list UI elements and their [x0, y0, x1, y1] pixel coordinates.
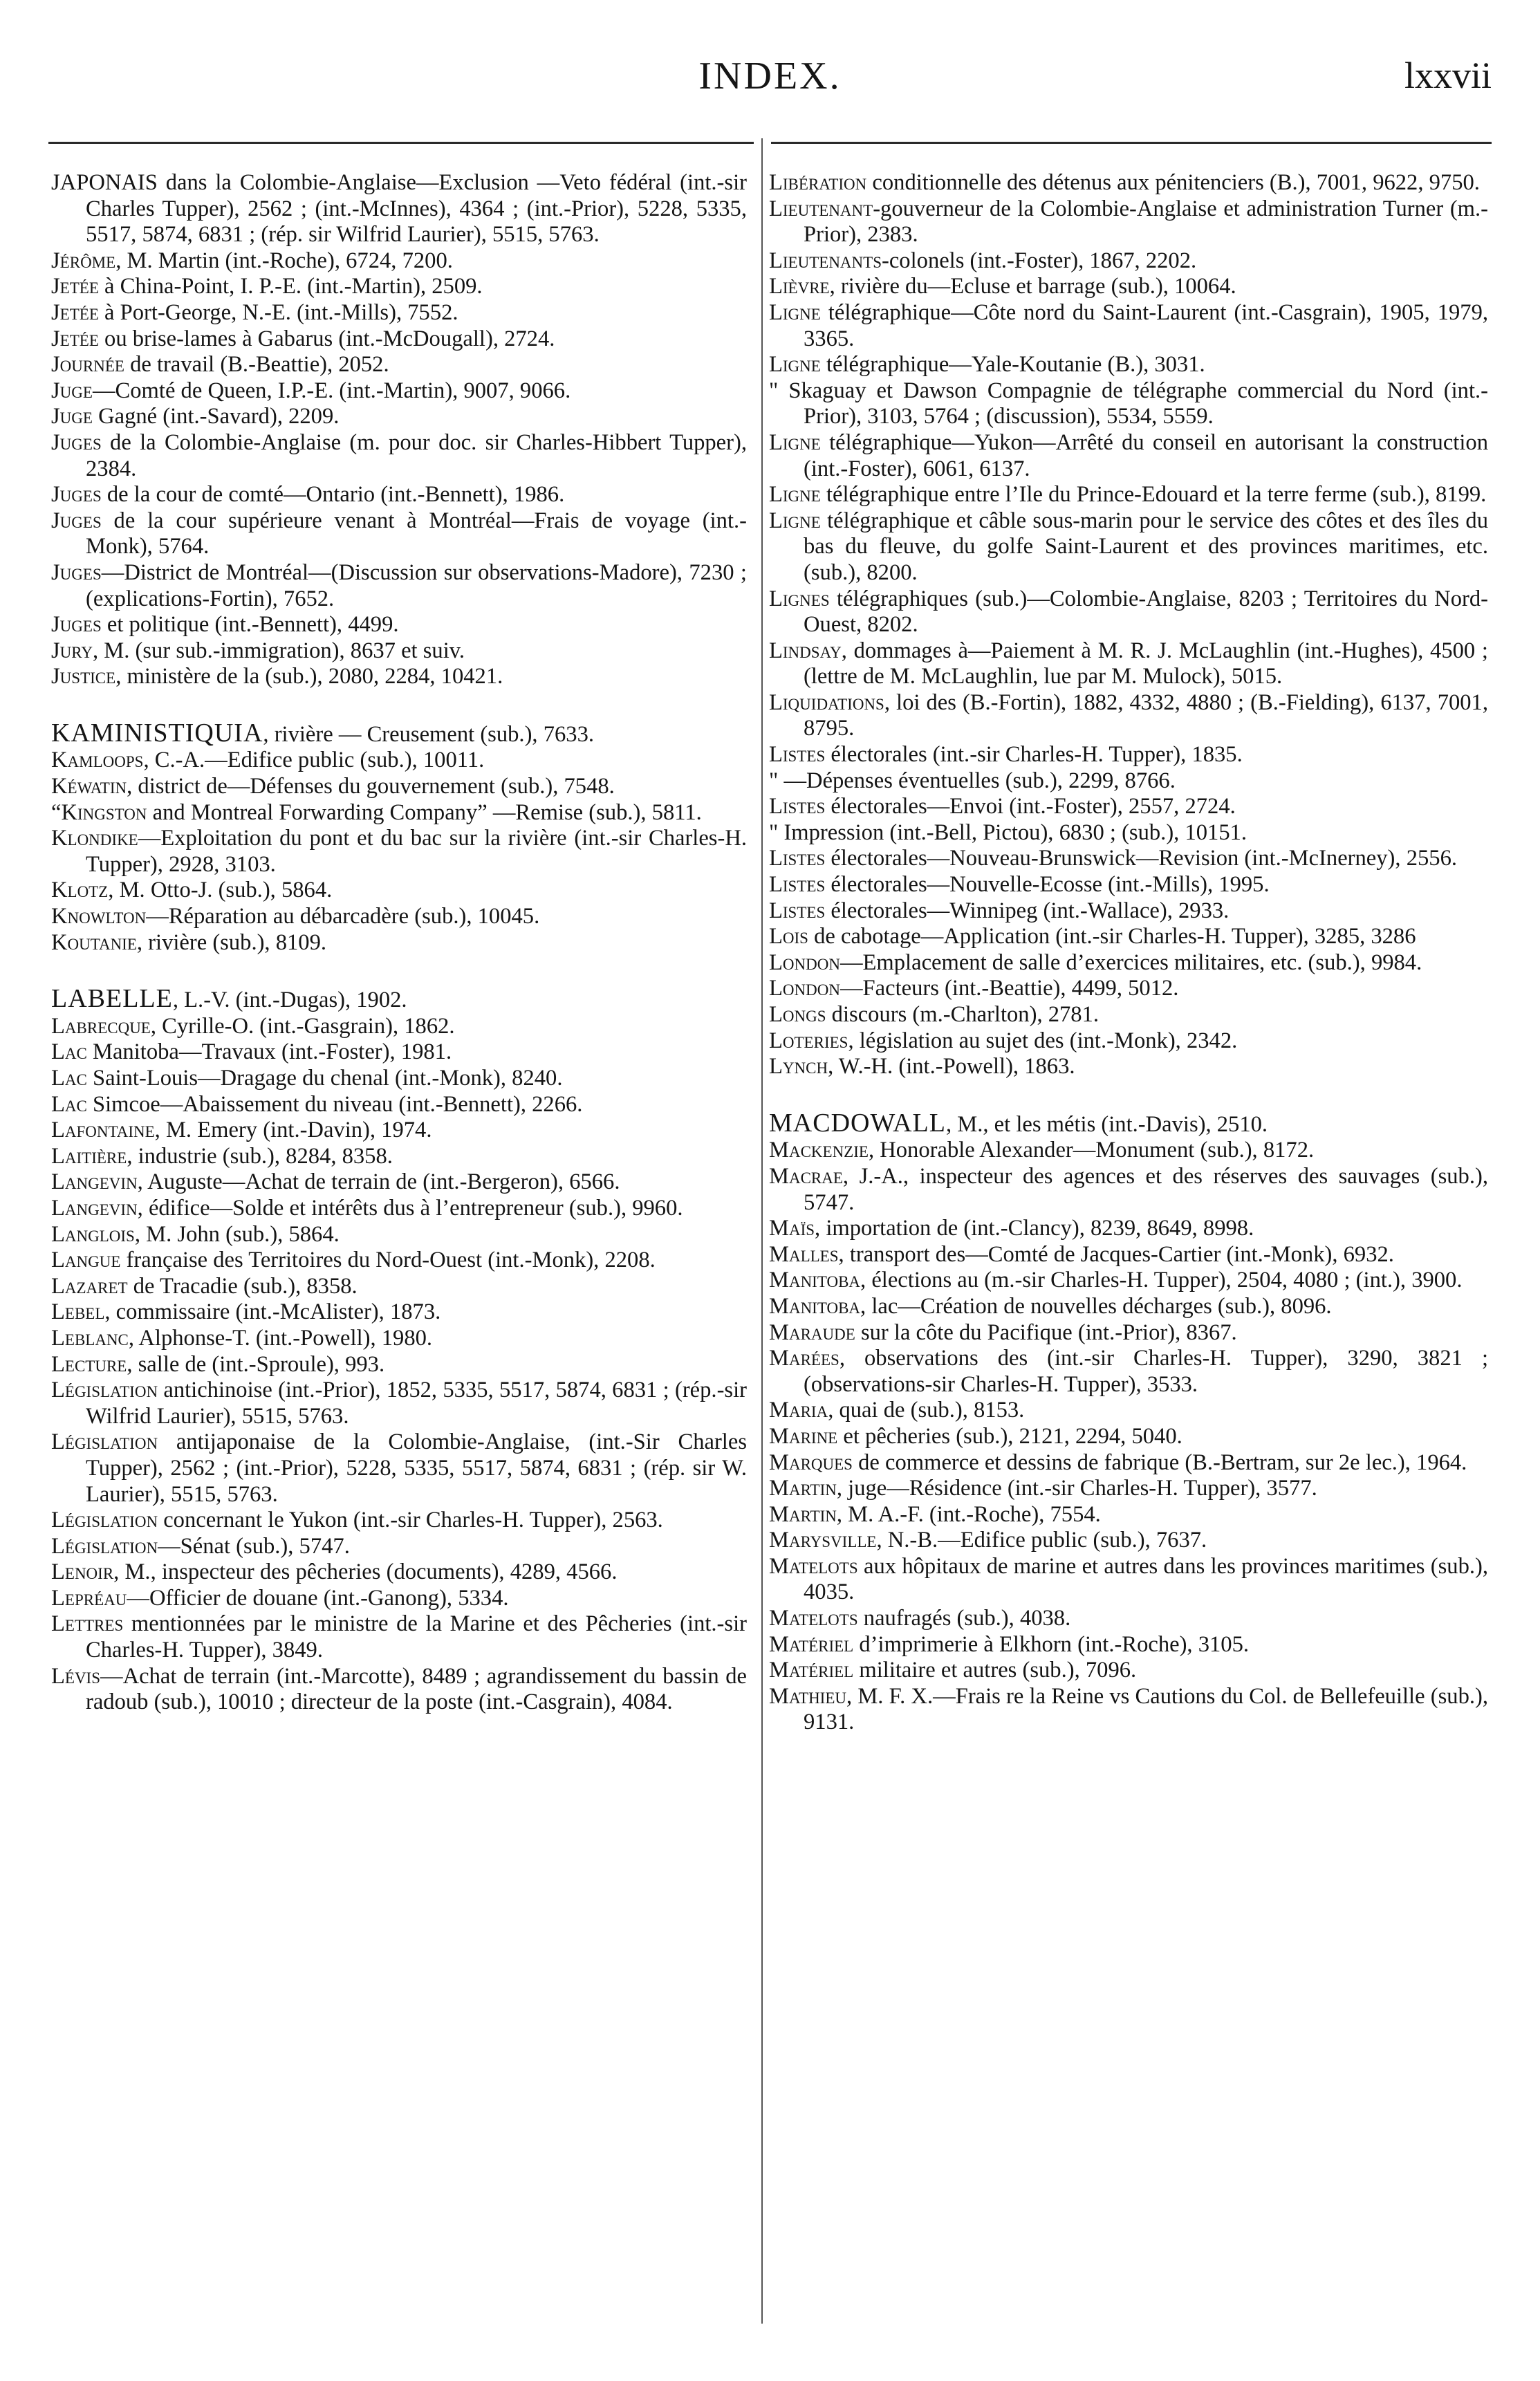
index-entry	[51, 248, 747, 275]
entry-text: , quai de (sub.), 8153.	[828, 1398, 1025, 1423]
index-entry	[769, 1424, 1488, 1450]
index-entry	[51, 826, 747, 878]
entry-text: , ministère de la (sub.), 2080, 2284, 10421.	[115, 664, 503, 689]
entry-text: concernant le Yukon (int.-sir Charles-H. Tupper), 2563.	[158, 1508, 663, 1533]
entry-heading: KAMINISTIQUIA	[51, 718, 263, 748]
index-entry	[769, 1632, 1488, 1658]
entry-text: , édifice—Solde et intérêts dus à l’entrepreneur (sub.), 9960.	[137, 1195, 683, 1221]
index-entry	[51, 1611, 747, 1663]
entry-text: discours (m.-Charlton), 2781.	[826, 1002, 1100, 1027]
index-entry	[51, 1092, 747, 1118]
entry-heading: Lafontaine	[51, 1118, 155, 1143]
entry-heading: Juges	[51, 508, 102, 533]
entry-heading: Marysville	[769, 1528, 877, 1553]
entry-heading: Lac	[51, 1091, 87, 1117]
index-entry	[769, 274, 1488, 300]
entry-heading: Lenoir	[51, 1559, 114, 1585]
index-entry	[769, 742, 1488, 768]
entry-text: mentionnées par le ministre de la Marine et des Pêcheries (int.-sir Charles-H. Tupper), 3849.	[86, 1611, 747, 1663]
entry-text: ou brise-lames à Gabarus (int.-McDougall), 2724.	[98, 326, 555, 351]
entry-text: de commerce et dessins de fabrique (B.-Bertram, sur 2e lec.), 1964.	[852, 1449, 1467, 1475]
index-entry	[769, 196, 1488, 248]
entry-text: and Montreal Forwarding Company” —Remise (sub.), 5811.	[147, 799, 702, 825]
entry-text: Simcoe—Abaissement du niveau (int.-Bennett), 2266.	[86, 1091, 583, 1117]
entry-heading: Ligne	[769, 352, 821, 378]
index-entry	[769, 1606, 1488, 1632]
entry-heading: Kamloops	[51, 748, 144, 773]
entry-text: télégraphique—Yale-Koutanie (B.), 3031.	[820, 352, 1205, 378]
entry-heading: Lynch	[769, 1054, 828, 1080]
index-entry	[51, 1039, 747, 1066]
index-entry	[51, 748, 747, 774]
entry-heading: Langevin	[51, 1169, 138, 1195]
entry-text: de Tracadie (sub.), 8358.	[127, 1273, 358, 1299]
index-entry	[51, 1169, 747, 1196]
entry-heading: Lettres	[51, 1611, 124, 1637]
index-entry	[51, 1429, 747, 1508]
entry-heading: Libération	[769, 170, 867, 195]
entry-heading: Lac	[51, 1066, 87, 1091]
index-entry	[51, 1352, 747, 1378]
entry-heading: Lazaret	[51, 1273, 128, 1299]
entry-text: de cabotage—Application (int.-sir Charles-H. Tupper), 3285, 3286	[808, 924, 1416, 949]
entry-text: , W.-H. (int.-Powell), 1863.	[828, 1054, 1075, 1080]
index-entry	[51, 1586, 747, 1612]
index-entry	[769, 1294, 1488, 1320]
index-entry	[51, 1378, 747, 1429]
entry-heading: Matériel	[769, 1658, 854, 1683]
index-entry	[51, 1559, 747, 1586]
entry-heading: Matelots	[769, 1606, 858, 1631]
entry-text: , juge—Résidence (int.-sir Charles-H. Tupper), 3577.	[836, 1476, 1317, 1501]
index-entry	[769, 950, 1488, 976]
index-entry	[769, 352, 1488, 378]
entry-heading: Lecture	[51, 1351, 127, 1377]
index-entry	[769, 430, 1488, 482]
entry-text: naufragés (sub.), 4038.	[857, 1606, 1071, 1631]
entry-heading: Juge	[51, 404, 93, 429]
entry-heading: Ligne	[769, 482, 821, 508]
entry-heading: Justice	[51, 664, 116, 689]
index-column-right	[769, 170, 1488, 1736]
index-entry	[769, 1528, 1488, 1554]
entry-text: , M., et les métis (int.-Davis), 2510.	[945, 1111, 1268, 1137]
index-entry	[51, 1118, 747, 1144]
entry-text: , dommages à—Paiement à M. R. J. McLaughlin (int.-Hughes), 4500 ; (lettre de M. McLaughlin, lue par M. Mulock), 5015.	[804, 638, 1488, 689]
index-entry	[51, 274, 747, 300]
entry-heading: Mathieu	[769, 1683, 847, 1709]
index-entry	[769, 1658, 1488, 1684]
entry-text: , observations des (int.-sir Charles-H. Tupper), 3290, 3821 ; (observations-sir Charles-H. Tupper), 3533.	[804, 1346, 1488, 1397]
entry-text: télégraphiques (sub.)—Colombie-Anglaise, 8203 ; Territoires du Nord-Ouest, 8202.	[804, 586, 1488, 638]
entry-heading: Jérôme	[51, 248, 116, 273]
index-entry	[51, 1196, 747, 1222]
entry-text: sur la côte du Pacifique (int.-Prior), 8367.	[855, 1319, 1237, 1345]
entry-heading: Maria	[769, 1398, 828, 1423]
index-entry	[51, 1534, 747, 1560]
index-entry	[769, 1268, 1488, 1294]
index-entry	[769, 1216, 1488, 1242]
entry-heading: Juges	[51, 612, 102, 638]
entry-text: , rivière — Creusement (sub.), 7633.	[263, 721, 595, 747]
index-entry	[769, 586, 1488, 638]
entry-text: -gouverneur de la Colombie-Anglaise et administration Turner (m.-Prior), 2383.	[804, 196, 1488, 248]
entry-text: , élections au (m.-sir Charles-H. Tupper), 2504, 4080 ; (int.), 3900.	[860, 1268, 1463, 1293]
entry-text: —District de Montréal—(Discussion sur observations-Madore), 7230 ; (explications-Fortin), 7652.	[86, 559, 747, 611]
entry-heading: "	[769, 768, 779, 793]
entry-heading: Laitière	[51, 1143, 127, 1169]
index-entry	[51, 1144, 747, 1170]
entry-heading: Lieutenants	[769, 248, 882, 273]
entry-text: , M. Martin (int.-Roche), 6724, 7200.	[115, 248, 453, 273]
entry-text: Gagné (int.-Savard), 2209.	[92, 404, 340, 429]
entry-heading: Ligne	[769, 508, 821, 533]
entry-text: de la cour de comté—Ontario (int.-Bennett), 1986.	[101, 482, 565, 508]
entry-text: télégraphique et câble sous-marin pour le service des côtes et des îles du bas du fleuve, du golfe Saint-Laurent et des provinces maritimes, etc. (sub.), 8200.	[804, 508, 1488, 585]
entry-text: , loi des (B.-Fortin), 1882, 4332, 4880 ; (B.-Fielding), 6137, 7001, 8795.	[804, 689, 1488, 741]
index-entry	[51, 1222, 747, 1248]
entry-text: , J.-A., inspecteur des agences et des réserves des sauvages (sub.), 5747.	[804, 1163, 1488, 1215]
entry-heading: "	[769, 378, 779, 403]
entry-heading: Langlois	[51, 1221, 135, 1247]
entry-heading: London	[769, 976, 840, 1001]
entry-heading: Jetée	[51, 299, 99, 325]
index-entry	[769, 690, 1488, 742]
entry-text: —Facteurs (int.-Beattie), 4499, 5012.	[839, 976, 1179, 1001]
entry-heading: London	[769, 949, 840, 975]
index-entry	[769, 820, 1488, 846]
index-entry	[769, 508, 1488, 586]
entry-text: , M. (sur sub.-immigration), 8637 et suiv.	[92, 638, 465, 663]
entry-text: , législation au sujet des (int.-Monk), 2342.	[848, 1028, 1238, 1053]
entry-heading: Législation	[51, 1378, 158, 1403]
index-entry	[51, 508, 747, 560]
index-entry	[769, 1164, 1488, 1216]
entry-heading: Listes	[769, 872, 826, 898]
entry-heading: Longs	[769, 1002, 826, 1027]
index-entry	[51, 560, 747, 612]
entry-heading: Marques	[769, 1449, 853, 1475]
entry-heading: Listes	[769, 846, 826, 871]
entry-heading: Juge	[51, 378, 93, 403]
index-entry	[769, 378, 1488, 430]
entry-text: télégraphique—Yukon—Arrêté du conseil en autorisant la construction (int.-Foster), 6061, 6137.	[804, 429, 1488, 481]
entry-heading: "	[769, 819, 779, 845]
entry-heading: Matelots	[769, 1553, 858, 1579]
index-entry	[769, 1320, 1488, 1346]
index-entry	[51, 664, 747, 690]
entry-heading: Listes	[769, 742, 826, 768]
entry-text: —Sénat (sub.), 5747.	[158, 1533, 350, 1559]
index-entry	[51, 1326, 747, 1352]
entry-heading: Législation	[51, 1533, 158, 1559]
index-entry	[769, 482, 1488, 508]
index-entry	[51, 352, 747, 378]
entry-text: —Réparation au débarcadère (sub.), 10045.	[146, 904, 540, 929]
index-entry	[769, 846, 1488, 872]
entry-text: -colonels (int.-Foster), 1867, 2202.	[882, 248, 1197, 273]
index-entry	[51, 1066, 747, 1092]
index-entry	[769, 1554, 1488, 1606]
index-entry	[51, 326, 747, 353]
entry-heading: Juges	[51, 429, 102, 455]
index-entry	[769, 1398, 1488, 1424]
index-entry	[51, 1248, 747, 1274]
index-entry	[769, 248, 1488, 275]
index-entry	[769, 170, 1488, 196]
index-entry	[51, 1274, 747, 1300]
entry-text: —Achat de terrain (int.-Marcotte), 8489 ; agrandissement du bassin de radoub (sub.), 10010 ; directeur de la poste (int.-Casgrain), 4084.	[86, 1663, 747, 1715]
entry-text: , M. Emery (int.-Davin), 1974.	[154, 1118, 432, 1143]
index-entry	[769, 300, 1488, 352]
entry-heading: Malles	[769, 1241, 839, 1267]
index-entry	[769, 1242, 1488, 1268]
index-entry	[769, 1476, 1488, 1502]
entry-text: , commissaire (int.-McAlister), 1873.	[104, 1299, 441, 1325]
entry-heading: Kéwatin	[51, 774, 127, 799]
entry-text: électorales—Winnipeg (int.-Wallace), 2933.	[825, 898, 1230, 923]
entry-heading: Langevin	[51, 1195, 138, 1221]
index-entry	[769, 1684, 1488, 1736]
entry-text: , C.-A.—Edifice public (sub.), 10011.	[143, 748, 485, 773]
index-entry	[51, 482, 747, 508]
entry-text: à Port-George, N.-E. (int.-Mills), 7552.	[98, 299, 458, 325]
entry-heading: LABELLE	[51, 984, 173, 1014]
entry-text: antichinoise (int.-Prior), 1852, 5335, 5517, 5874, 6831 ; (rép.-sir Wilfrid Laurier), 5515, 5763.	[86, 1378, 747, 1429]
entry-heading: Journée	[51, 352, 124, 378]
index-entry	[51, 170, 747, 248]
entry-heading: Jury	[51, 638, 93, 663]
entry-text: électorales—Envoi (int.-Foster), 2557, 2724.	[825, 794, 1236, 819]
entry-heading: Jetée	[51, 274, 99, 299]
index-entry	[769, 794, 1488, 820]
entry-text: de la cour supérieure venant à Montréal—Frais de voyage (int.-Monk), 5764.	[86, 508, 747, 559]
entry-text: de travail (B.-Beattie), 2052.	[124, 352, 389, 378]
entry-heading: Listes	[769, 794, 826, 819]
entry-text: —Officier de douane (int.-Ganong), 5334.	[127, 1585, 509, 1611]
entry-heading: Matériel	[769, 1631, 854, 1657]
index-entry	[769, 768, 1488, 795]
entry-text: télégraphique entre l’Ile du Prince-Edouard et la terre ferme (sub.), 8199.	[820, 482, 1487, 508]
index-entry	[51, 430, 747, 482]
entry-heading: Lac	[51, 1039, 87, 1065]
entry-text: —Exploitation du pont et du bac sur la rivière (int.-sir Charles-H. Tupper), 2928, 3103.	[86, 826, 747, 877]
entry-text: télégraphique—Côte nord du Saint-Laurent (int.-Casgrain), 1905, 1979, 3365.	[804, 299, 1488, 351]
entry-heading: Lièvre	[769, 274, 830, 299]
entry-heading: Koutanie	[51, 929, 137, 955]
index-entry	[769, 1450, 1488, 1476]
entry-heading: Lindsay	[769, 638, 842, 663]
entry-text: , M. A.-F. (int.-Roche), 7554.	[836, 1501, 1101, 1527]
entry-heading: Macrae	[769, 1163, 843, 1189]
index-entry	[51, 1664, 747, 1716]
index-entry	[51, 638, 747, 665]
index-entry	[51, 1508, 747, 1534]
entry-heading: MACDOWALL	[769, 1108, 946, 1138]
entry-text: , M. John (sub.), 5864.	[134, 1221, 340, 1247]
index-entry	[51, 718, 747, 748]
index-entry	[51, 774, 747, 800]
entry-text: , rivière (sub.), 8109.	[136, 929, 327, 955]
entry-text: , M. Otto-J. (sub.), 5864.	[108, 878, 333, 903]
index-entry	[51, 800, 747, 826]
entry-heading: Ligne	[769, 299, 821, 325]
index-entry	[51, 1299, 747, 1326]
index-entry	[51, 378, 747, 405]
index-entry	[769, 1002, 1488, 1028]
entry-heading: Jetée	[51, 326, 99, 351]
page-header	[48, 54, 1492, 109]
entry-text: aux hôpitaux de marine et autres dans les provinces maritimes (sub.), 4035.	[804, 1553, 1488, 1605]
entry-text: militaire et autres (sub.), 7096.	[853, 1658, 1137, 1683]
index-entry	[769, 1138, 1488, 1164]
entry-heading: Knowlton	[51, 904, 147, 929]
entry-heading: Juges	[51, 482, 102, 508]
index-entry	[769, 924, 1488, 950]
entry-heading: Marées	[769, 1346, 839, 1371]
entry-text: et pêcheries (sub.), 2121, 2294, 5040.	[837, 1423, 1182, 1449]
entry-heading: Législation	[51, 1429, 158, 1455]
entry-text: électorales (int.-sir Charles-H. Tupper), 1835.	[825, 742, 1243, 768]
index-entry	[51, 904, 747, 930]
entry-heading: Maïs	[769, 1216, 815, 1241]
index-entry	[769, 976, 1488, 1002]
entry-heading: Liquidations	[769, 689, 884, 715]
index-entry	[51, 930, 747, 956]
index-entry	[51, 986, 747, 1014]
entry-heading: Martin	[769, 1476, 837, 1501]
page-title: INDEX.	[698, 55, 842, 98]
index-entry	[51, 878, 747, 904]
entry-text: , lac—Création de nouvelles décharges (sub.), 8096.	[860, 1293, 1332, 1319]
index-entry	[769, 638, 1488, 690]
column-divider	[761, 138, 763, 2324]
entry-heading: Lepréau	[51, 1585, 127, 1611]
entry-text: à China-Point, I. P.-E. (int.-Martin), 2509.	[98, 274, 483, 299]
entry-text: , rivière du—Ecluse et barrage (sub.), 10064.	[829, 274, 1236, 299]
entry-heading: JAPONAIS	[51, 170, 158, 195]
entry-text: —Emplacement de salle d’exercices militaires, etc. (sub.), 9984.	[839, 949, 1422, 975]
entry-heading: Marine	[769, 1423, 838, 1449]
entry-heading: Juges	[51, 559, 102, 585]
index-entry	[769, 872, 1488, 898]
index-entry	[769, 1108, 1488, 1138]
entry-heading: Loteries	[769, 1028, 848, 1053]
entry-text: Saint-Louis—Dragage du chenal (int.-Monk), 8240.	[86, 1066, 563, 1091]
entry-text: , L.-V. (int.-Dugas), 1902.	[172, 988, 407, 1013]
entry-heading: Labrecque	[51, 1013, 151, 1039]
entry-heading: Manitoba	[769, 1268, 861, 1293]
entry-heading: Lévis	[51, 1663, 101, 1689]
entry-heading: Klotz	[51, 878, 109, 903]
index-entry	[769, 1502, 1488, 1528]
entry-heading: Lois	[769, 924, 808, 949]
entry-text: —Comté de Queen, I.P.-E. (int.-Martin), 9007, 9066.	[92, 378, 571, 403]
entry-heading: Ligne	[769, 429, 821, 455]
index-entry	[51, 404, 747, 430]
entry-text: , Honorable Alexander—Monument (sub.), 8172.	[868, 1138, 1315, 1163]
index-entry	[769, 1028, 1488, 1055]
entry-text: , M., inspecteur des pêcheries (documents), 4289, 4566.	[113, 1559, 618, 1585]
entry-text: Impression (int.-Bell, Pictou), 6830 ; (sub.), 10151.	[778, 819, 1247, 845]
entry-text: , transport des—Comté de Jacques-Cartier (int.-Monk), 6932.	[838, 1241, 1394, 1267]
entry-heading: Lieutenant	[769, 196, 873, 221]
index-entry	[51, 300, 747, 326]
entry-heading: Lebel	[51, 1299, 105, 1325]
entry-text: et politique (int.-Bennett), 4499.	[101, 612, 399, 638]
entry-heading: “Kingston	[51, 799, 147, 825]
header-rule-left	[48, 142, 754, 144]
entry-text: d’imprimerie à Elkhorn (int.-Roche), 3105.	[853, 1631, 1250, 1657]
entry-text: électorales—Nouvelle-Ecosse (int.-Mills), 1995.	[825, 872, 1270, 898]
entry-text: conditionnelle des détenus aux pénitenciers (B.), 7001, 9622, 9750.	[866, 170, 1480, 195]
entry-text: , importation de (int.-Clancy), 8239, 8649, 8998.	[815, 1216, 1254, 1241]
entry-text: française des Territoires du Nord-Ouest (int.-Monk), 2208.	[120, 1248, 656, 1273]
header-rule-right	[771, 142, 1492, 144]
entry-heading: Maraude	[769, 1319, 855, 1345]
entry-heading: Klondike	[51, 826, 138, 851]
entry-text: , M. F. X.—Frais re la Reine vs Cautions du Col. de Bellefeuille (sub.), 9131.	[804, 1683, 1488, 1735]
entry-text: électorales—Nouveau-Brunswick—Revision (int.-McInerney), 2556.	[825, 846, 1457, 871]
entry-text: , Cyrille-O. (int.-Gasgrain), 1862.	[150, 1013, 455, 1039]
entry-text: , district de—Défenses du gouvernement (sub.), 7548.	[127, 774, 615, 799]
entry-text: Skaguay et Dawson Compagnie de télégraphe commercial du Nord (int.-Prior), 3103, 5764 ; (discussion), 5534, 5559.	[778, 378, 1488, 429]
index-entry	[51, 612, 747, 638]
index-entry	[769, 898, 1488, 925]
entry-text: —Dépenses éventuelles (sub.), 2299, 8766.	[778, 768, 1176, 793]
entry-heading: Martin	[769, 1501, 837, 1527]
entry-text: , salle de (int.-Sproule), 993.	[127, 1351, 385, 1377]
index-entry	[769, 1346, 1488, 1398]
entry-text: Manitoba—Travaux (int.-Foster), 1981.	[86, 1039, 452, 1065]
index-entry	[769, 1054, 1488, 1080]
index-entry	[51, 1014, 747, 1040]
entry-heading: Langue	[51, 1248, 121, 1273]
entry-heading: Leblanc	[51, 1325, 129, 1351]
entry-text: , Auguste—Achat de terrain de (int.-Bergeron), 6566.	[137, 1169, 620, 1195]
entry-heading: Législation	[51, 1508, 158, 1533]
entry-heading: Mackenzie	[769, 1138, 869, 1163]
entry-text: , N.-B.—Edifice public (sub.), 7637.	[876, 1528, 1207, 1553]
entry-text: de la Colombie-Anglaise (m. pour doc. sir Charles-Hibbert Tupper), 2384.	[86, 429, 747, 481]
entry-text: , industrie (sub.), 8284, 8358.	[127, 1143, 393, 1169]
entry-text: antijaponaise de la Colombie-Anglaise, (int.-Sir Charles Tupper), 2562 ; (int.-Prior), 5228, 5335, 5517, 5874, 6831 ; (rép. sir W. Laurier), 5515, 5763.	[86, 1429, 747, 1507]
entry-text: dans la Colombie-Anglaise—Exclusion —Veto fédéral (int.-sir Charles Tupper), 2562 ; (int.-McInnes), 4364 ; (int.-Prior), 5228, 5335, 5517, 5874, 6831 ; (rép. sir Wilfrid Laurier), 5515, 5763.	[86, 170, 747, 248]
entry-heading: Manitoba	[769, 1293, 861, 1319]
entry-heading: Listes	[769, 898, 826, 923]
page-number: lxxvii	[1404, 55, 1492, 96]
index-column-left	[51, 170, 747, 1716]
entry-heading: Lignes	[769, 586, 830, 611]
entry-text: , Alphonse-T. (int.-Powell), 1980.	[128, 1325, 433, 1351]
